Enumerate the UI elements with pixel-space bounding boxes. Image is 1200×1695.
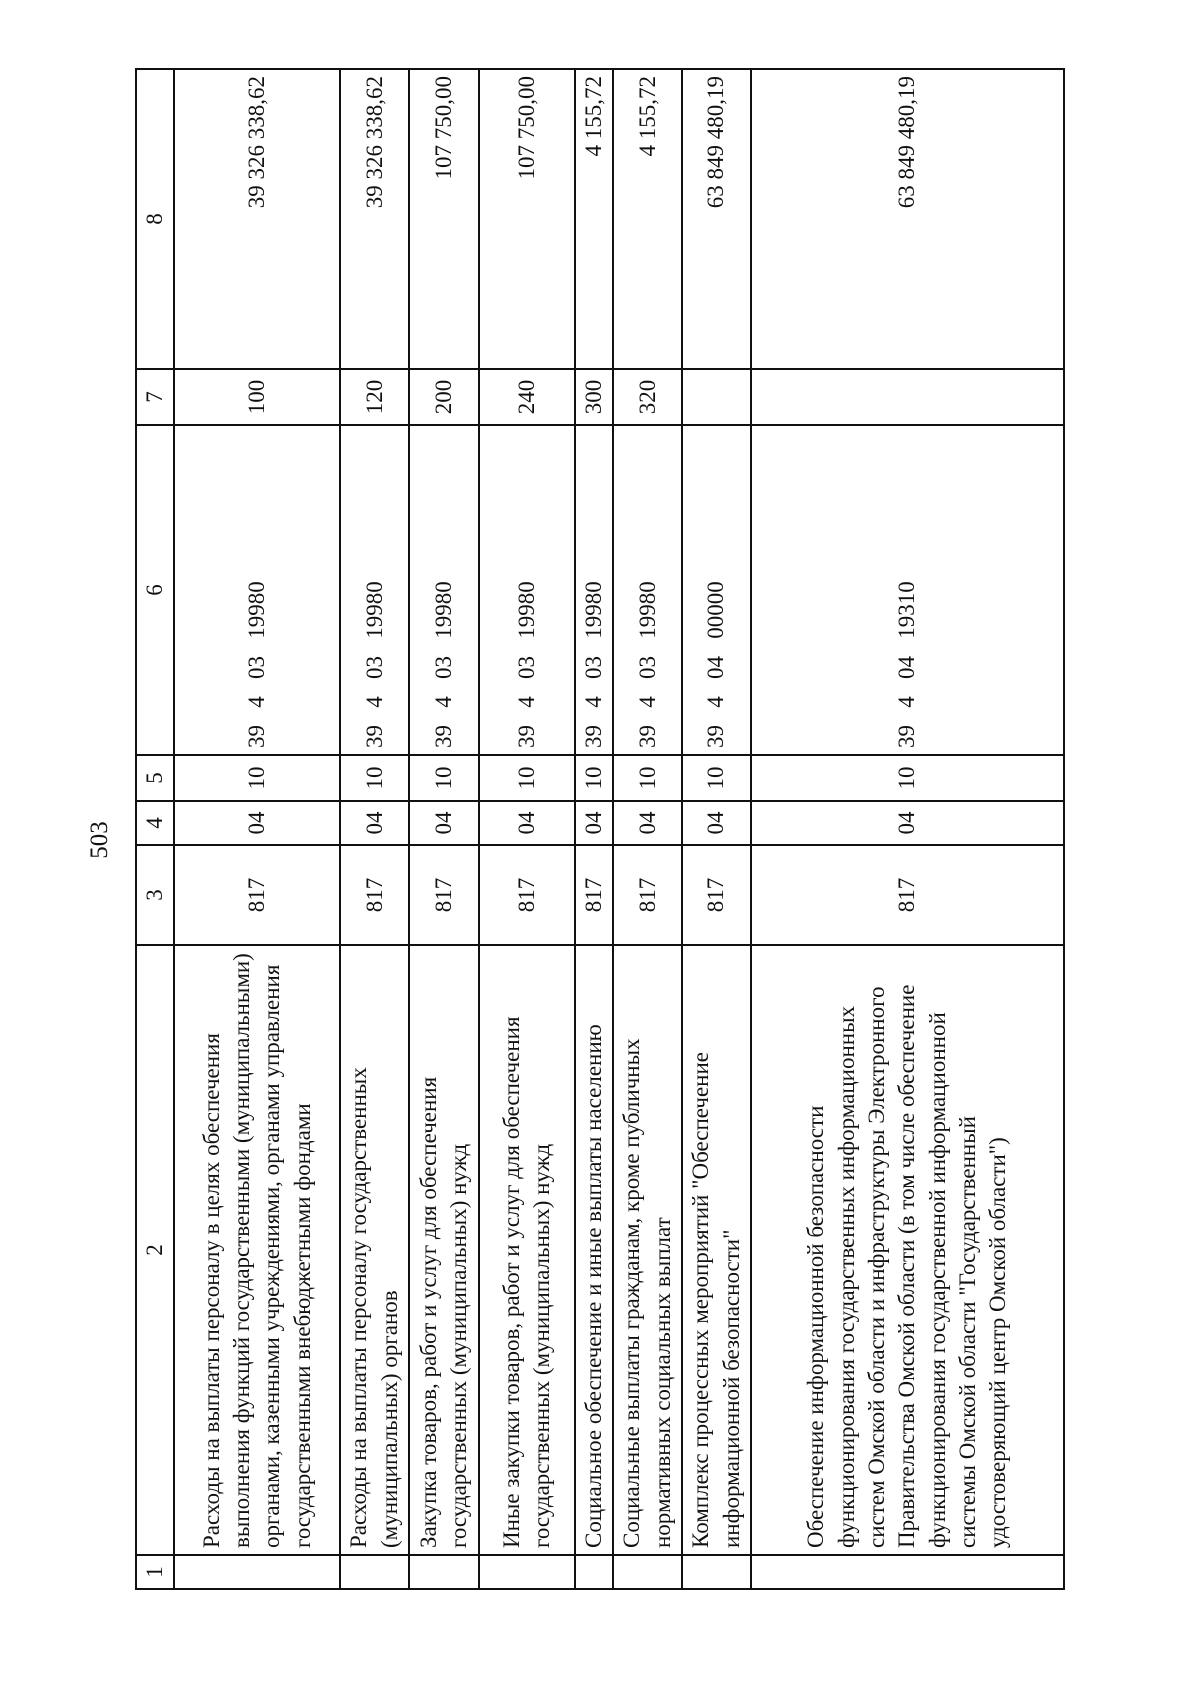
column-header-4: 4 (136, 801, 174, 845)
row-description: Расходы на выплаты персоналу государственных (муниципальных) органов (340, 945, 409, 1555)
expense-type-code: 320 (613, 369, 682, 425)
column-number-row (136, 69, 174, 1589)
expense-type-code (751, 369, 1064, 425)
target-article-code: 39 4 04 19310 (751, 425, 1064, 755)
amount: 63 849 480,19 (682, 69, 751, 369)
column-header-7: 7 (136, 369, 174, 425)
amount: 39 326 338,62 (340, 69, 409, 369)
row-description: Комплекс процессных мероприятий "Обеспечение информационной безопасности" (682, 945, 751, 1555)
subsection-code: 10 (479, 755, 575, 801)
subsection-code: 10 (751, 755, 1064, 801)
row-description: Обеспечение информационной безопасности функционирования государственных информационных систем Омской области и инфраструктуры Электронного Правительства Омской области (в том числе обеспечение функционирования государственной информационной системы Омской области "Государственный удостоверяющий центр Омской области") (751, 945, 1064, 1555)
section-code: 04 (613, 801, 682, 845)
subsection-code: 10 (340, 755, 409, 801)
table-row (613, 69, 682, 1589)
section-code: 04 (340, 801, 409, 845)
section-code: 04 (682, 801, 751, 845)
column-header-1: 1 (136, 1555, 174, 1589)
target-article-code: 39 4 03 19980 (340, 425, 409, 755)
expense-type-code: 100 (174, 369, 340, 425)
column-header-2: 2 (136, 945, 174, 1555)
subsection-code: 10 (682, 755, 751, 801)
row-number-cell (613, 1555, 682, 1589)
section-code: 04 (174, 801, 340, 845)
column-header-3: 3 (136, 845, 174, 945)
table-row (751, 69, 1064, 1589)
table-row (479, 69, 575, 1589)
admin-code: 817 (613, 845, 682, 945)
budget-table (135, 68, 1065, 1590)
column-header-5: 5 (136, 755, 174, 801)
amount: 107 750,00 (479, 69, 575, 369)
section-code: 04 (409, 801, 479, 845)
expense-type-code (682, 369, 751, 425)
subsection-code: 10 (575, 755, 613, 801)
admin-code: 817 (751, 845, 1064, 945)
target-article-code: 39 4 03 19980 (575, 425, 613, 755)
section-code: 04 (575, 801, 613, 845)
target-article-code: 39 4 03 19980 (613, 425, 682, 755)
admin-code: 817 (682, 845, 751, 945)
row-number-cell (340, 1555, 409, 1589)
page-number (80, 800, 120, 880)
amount: 107 750,00 (409, 69, 479, 369)
admin-code: 817 (174, 845, 340, 945)
row-description: Иные закупки товаров, работ и услуг для обеспечения государственных (муниципальных) нужд (479, 945, 575, 1555)
target-article-code: 39 4 03 19980 (409, 425, 479, 755)
expense-type-code: 240 (479, 369, 575, 425)
row-number-cell (751, 1555, 1064, 1589)
row-number-cell (409, 1555, 479, 1589)
target-article-code: 39 4 04 00000 (682, 425, 751, 755)
admin-code: 817 (479, 845, 575, 945)
row-number-cell (479, 1555, 575, 1589)
amount: 4 155,72 (613, 69, 682, 369)
row-number-cell (174, 1555, 340, 1589)
row-description: Закупка товаров, работ и услуг для обеспечения государственных (муниципальных) нужд (409, 945, 479, 1555)
expense-type-code: 120 (340, 369, 409, 425)
amount: 4 155,72 (575, 69, 613, 369)
admin-code: 817 (575, 845, 613, 945)
row-description: Социальные выплаты гражданам, кроме публичных нормативных социальных выплат (613, 945, 682, 1555)
column-header-6: 6 (136, 425, 174, 755)
row-number-cell (575, 1555, 613, 1589)
expense-type-code: 300 (575, 369, 613, 425)
table-row (340, 69, 409, 1589)
row-number-cell (682, 1555, 751, 1589)
section-code: 04 (479, 801, 575, 845)
table-row (409, 69, 479, 1589)
subsection-code: 10 (613, 755, 682, 801)
page-number-text: 503 (86, 821, 113, 859)
table-row (682, 69, 751, 1589)
subsection-code: 10 (409, 755, 479, 801)
row-description: Расходы на выплаты персоналу в целях обеспечения выполнения функций государственными (муниципальными) органами, казенными учреждениями, органами управления государственными внебюджетными фондами (174, 945, 340, 1555)
section-code: 04 (751, 801, 1064, 845)
table-row (575, 69, 613, 1589)
rotated-table-container (135, 70, 1065, 1590)
expense-type-code: 200 (409, 369, 479, 425)
column-header-8: 8 (136, 69, 174, 369)
row-description: Социальное обеспечение и иные выплаты населению (575, 945, 613, 1555)
admin-code: 817 (409, 845, 479, 945)
subsection-code: 10 (174, 755, 340, 801)
target-article-code: 39 4 03 19980 (479, 425, 575, 755)
amount: 39 326 338,62 (174, 69, 340, 369)
target-article-code: 39 4 03 19980 (174, 425, 340, 755)
amount: 63 849 480,19 (751, 69, 1064, 369)
admin-code: 817 (340, 845, 409, 945)
table-row (174, 69, 340, 1589)
